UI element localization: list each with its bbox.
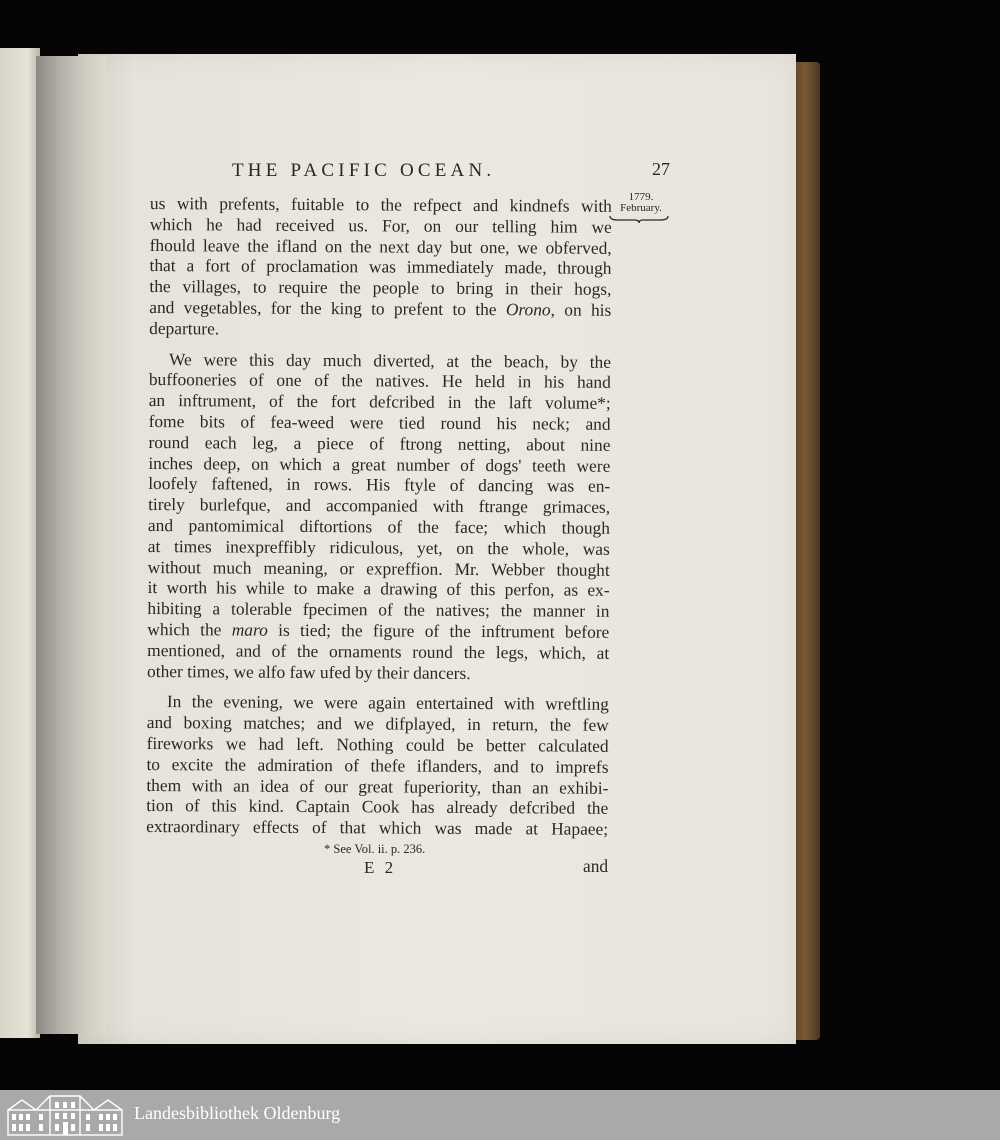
book-cover-edge	[792, 62, 820, 1040]
text-line	[148, 494, 610, 518]
text-line	[150, 214, 612, 238]
text-line	[150, 193, 612, 217]
text-line	[148, 473, 610, 497]
library-building-logo-icon	[6, 1094, 124, 1136]
text-segment: fhould leave the ifland on the next day but one, we obferved,	[149, 234, 612, 258]
text-segment: it worth his while to make a drawing of this perfon, as ex-	[147, 577, 610, 601]
text-line	[147, 619, 609, 643]
text-line	[146, 795, 608, 819]
text-line	[149, 369, 611, 393]
text-segment: extraordinary effects of that which was made at Hapaee;	[146, 816, 609, 839]
text-line	[149, 318, 611, 342]
text-line	[146, 816, 608, 840]
text-segment: without much meaning, or expreffion. Mr. Webber thought	[147, 556, 610, 580]
text-segment: departure.	[149, 317, 220, 339]
text-segment: other times, we alfo faw ufed by their dancers.	[147, 660, 471, 683]
paragraph	[149, 193, 612, 341]
text-segment: at times inexpreffibly ridiculous, yet, on the whole, was	[147, 535, 610, 559]
text-line	[149, 255, 611, 279]
italic-term: Orono,	[505, 299, 556, 320]
margin-note-year: 1779.	[628, 191, 654, 203]
text-line	[147, 661, 609, 685]
text-segment: tirely burlefque, and accompanied with ftrange grimaces,	[148, 494, 611, 517]
brace-icon	[608, 215, 670, 224]
library-banner	[0, 1090, 1000, 1140]
text-segment: and boxing matches; and we difplayed, in return, the few	[146, 712, 609, 735]
text-segment: which he had received us. For, on our telling him we	[149, 213, 612, 237]
text-line	[148, 453, 610, 477]
paragraph	[147, 349, 611, 685]
text-line	[147, 598, 609, 622]
text-segment: is tied; the figure of the inftrument before	[267, 619, 610, 642]
text-line	[147, 691, 609, 715]
text-line	[149, 390, 611, 414]
text-segment: an inftrument, of the fort defcribed in the laft volume*;	[148, 390, 611, 413]
text-line	[149, 349, 611, 373]
body-text	[146, 193, 612, 840]
text-segment: buffooneries of one of the natives. He held in his hand	[148, 369, 611, 393]
text-line	[148, 577, 610, 601]
italic-term: maro	[231, 619, 268, 640]
running-head: THE PACIFIC OCEAN.	[232, 160, 496, 181]
margin-note-month: February.	[620, 202, 662, 214]
text-line	[148, 557, 610, 581]
text-line	[150, 235, 612, 259]
text-line	[147, 712, 609, 736]
text-segment: on his	[554, 299, 612, 320]
text-segment: to excite the admiration of thefe iflanders, and to imprefs	[146, 753, 609, 777]
text-line	[149, 297, 611, 321]
text-segment: us with prefents, fuitable to the refpect and kindnefs with	[149, 193, 612, 216]
text-segment: that a fort of proclamation was immediately made, through	[149, 255, 612, 279]
text-line	[147, 733, 609, 757]
text-segment: hibiting a tolerable fpecimen of the natives; the manner in	[147, 598, 610, 621]
text-segment: mentioned, and of the ornaments round the legs, which, at	[147, 639, 610, 663]
text-segment: them with an idea of our great fuperiority, than an exhibi-	[146, 774, 609, 798]
text-segment: which the	[147, 618, 232, 640]
text-segment: tion of this kind. Captain Cook has already defcribed the	[146, 795, 609, 819]
signature-mark: E 2	[364, 858, 397, 877]
text-segment: We were this day much diverted, at the beach, by the	[168, 348, 612, 372]
text-line	[149, 411, 611, 435]
page-number: 27	[652, 159, 670, 179]
text-segment: In the evening, we were again entertained with wreftling	[166, 691, 609, 715]
catchword: and	[583, 856, 609, 876]
text-segment: and pantomimical diftortions of the face; which though	[147, 514, 611, 538]
text-segment: round each leg, a piece of ftrong netting, about nine	[148, 431, 611, 455]
text-line	[146, 754, 608, 778]
text-line	[148, 536, 610, 560]
text-line	[147, 640, 609, 664]
text-segment: fome bits of fea-weed were tied round his neck; and	[148, 410, 611, 434]
library-name: Landesbibliothek Oldenburg	[134, 1103, 341, 1123]
footnote: * See Vol. ii. p. 236.	[324, 842, 426, 856]
page-gutter-shadow	[36, 56, 106, 1034]
text-segment: and vegetables, for the king to prefent to the	[149, 296, 506, 320]
text-segment: fireworks we had left. Nothing could be better calculated	[146, 732, 609, 756]
text-segment: inches deep, on which a great number of dogs' teeth were	[148, 452, 611, 476]
margin-date-note	[608, 192, 674, 224]
paragraph	[146, 691, 609, 839]
text-line	[149, 276, 611, 300]
text-line	[146, 775, 608, 799]
text-segment: loofely faftened, in rows. His ftyle of dancing was en-	[148, 473, 611, 497]
text-line	[148, 432, 610, 456]
previous-page-edge	[0, 48, 40, 1038]
text-line	[148, 515, 610, 539]
text-segment: the villages, to require the people to bring in their hogs,	[149, 276, 612, 300]
